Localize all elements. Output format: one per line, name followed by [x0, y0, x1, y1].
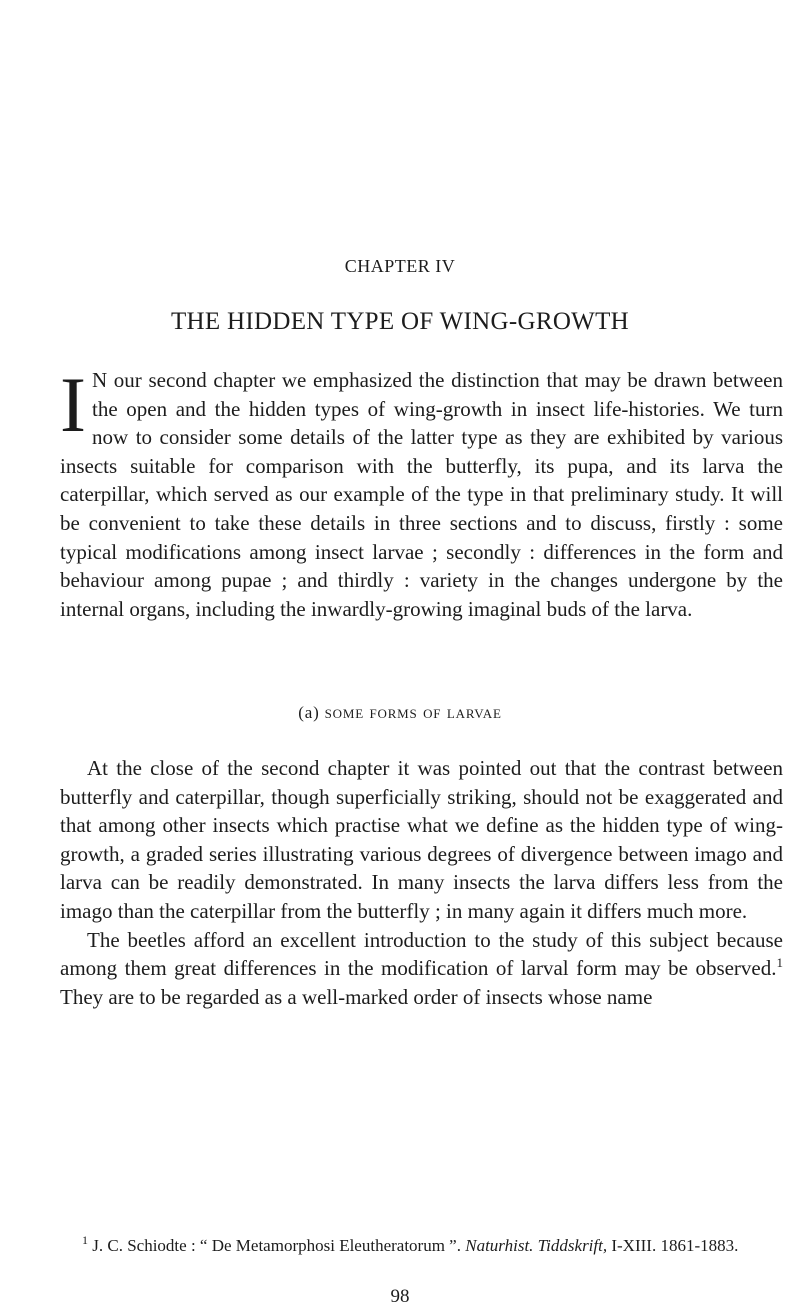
body-paragraph-2 [60, 926, 783, 1012]
body-text [60, 754, 783, 1011]
page-number: 98 [390, 1286, 410, 1307]
chapter-title: THE HIDDEN TYPE OF WING-GROWTH [170, 308, 630, 335]
footnote-text: J. C. Schiodte : “ De Metamorphosi Eleutheratorum ”. [88, 1236, 466, 1255]
section-heading [0, 702, 800, 724]
body-paragraph-1: At the close of the second chapter it was pointed out that the contrast between butterfly and caterpillar, though superficially striking, should not be exaggerated and that among other insects which practise what we define as the hidden type of wing-growth, a graded series illustrating various degrees of divergence between imago and larva can be readily demonstrated. In many insects the larva differs less from the imago than the caterpillar from the butterfly ; in many again it differs much more. [60, 756, 783, 923]
footnote-reference[interactable]: 1 [776, 955, 783, 971]
body-paragraph-2-text: The beetles afford an excellent introduction to the study of this subject because among them great differences in the modification of larval form may be observed. [60, 927, 783, 981]
intro-text: N our second chapter we emphasized the distinction that may be drawn between the open and the hidden types of wing-growth in insect life-histories. We turn now to consider some details of the latter type as they are exhibited by various insects suitable for comparison with the butterfly, its pupa, and its larva the caterpillar, which served as our example of the type in that preliminary study. It will be convenient to take these details in three sections and to discuss, firstly : some typical modifications among insect larvae ; secondly : differences in the form and behaviour among pupae ; and thirdly : variety in the changes undergone by the internal organs, including the inwardly-growing imaginal buds of the larva. [60, 368, 783, 621]
drop-cap: I [60, 361, 86, 448]
footnote-number: 1 [82, 1233, 88, 1248]
section-title: some forms of larvae [324, 702, 502, 723]
section-marker: (a) [298, 703, 320, 722]
intro-paragraph [60, 361, 783, 623]
chapter-label: CHAPTER IV [344, 256, 456, 276]
footnote-detail: I-XIII. 1861-1883. [607, 1236, 739, 1255]
body-paragraph-2-tail: They are to be regarded as a well-marked order of insects whose name [60, 984, 653, 1009]
footnote [60, 1235, 783, 1257]
footnote-journal: Naturhist. Tiddskrift, [465, 1236, 608, 1255]
